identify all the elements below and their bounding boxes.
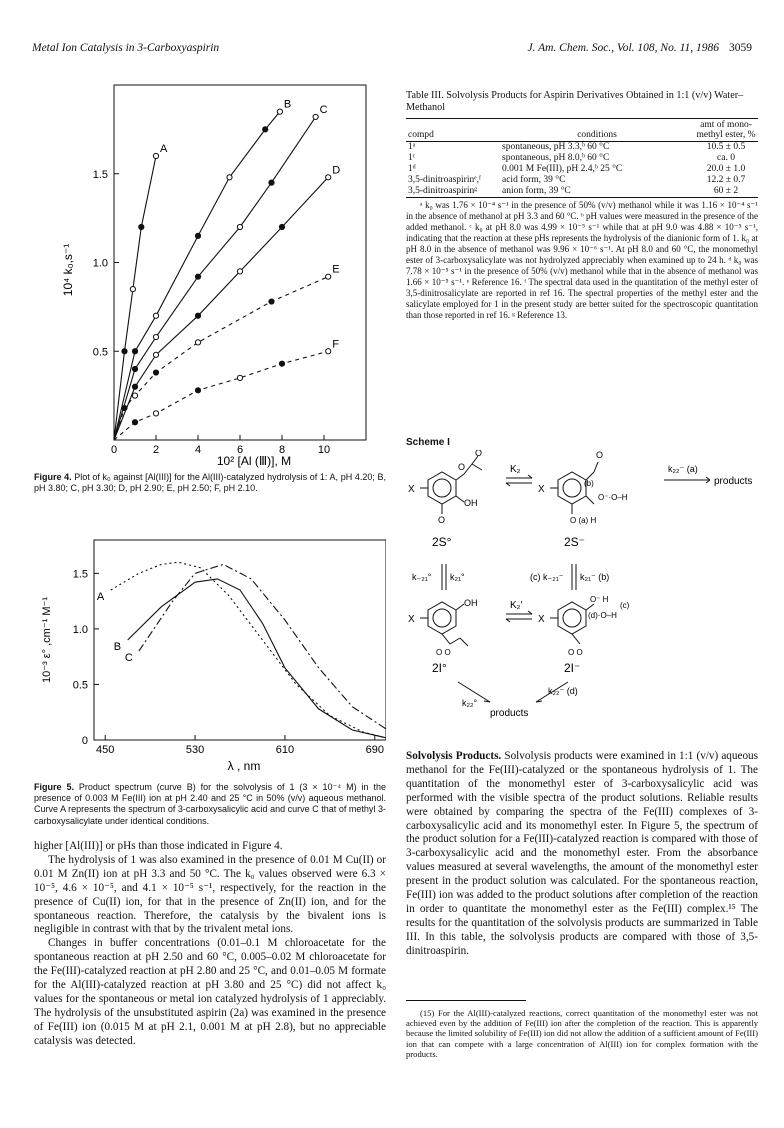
table-3-header-compd: compd [408,130,434,140]
svg-text:(b): (b) [584,479,594,488]
fig4-point-A [130,287,135,292]
svg-text:(c): (c) [620,601,630,610]
svg-text:OH: OH [464,498,478,508]
scheme-k2: K₂ [510,464,521,475]
fig4-point-C [132,366,137,371]
table-3-row [406,153,758,164]
figure-5-caption [34,782,386,827]
fig4-xtick-label: 8 [278,444,286,456]
svg-text:O⁻·O–H: O⁻·O–H [598,493,628,502]
fig5-frame [94,540,386,740]
running-header-left: Metal Ion Catalysis in 3-Carboxyaspirin [32,42,220,54]
table-3-cell-compd: 1ᵃ [408,142,416,152]
fig4-caption-label: Figure 4. [34,472,72,482]
fig4-ytick-label: 0.5 [92,346,108,359]
scheme-k21b: k₂₁⁻ (b) [580,572,610,582]
fig4-xtick-label: 0 [110,444,118,456]
left-paragraph-3: Changes in buffer concentrations (0.01–0.1 M chloroacetate for the spontaneous reaction at pH 2.50 and 60 °C, 0.005–0.02 M chloroacetate for the Fe(III)-catalyzed reaction at pH 2.80 and 25 °C, and 0.01–0.05 M formate for the Al(III)-catalyzed reaction at pH 3.80 and 25 °C) did not affect k₀ values for the spontaneous or metal ion catalyzed hydrolysis of 1 appreciably. The hydrolysis of the unsubstituted aspirin (2a) was examined in the presence of Fe(III) ion (0.015 M at pH 2.1, 0.001 M at pH 2.8), but no appreciable catalysis was detected. [34,937,386,1047]
table-3-header-ester: amt of mono-methyl ester, % [696,120,756,140]
scheme-2s0: 2S° [432,535,452,549]
fig4-xtick-label: 2 [152,444,160,456]
fig4-point-C [269,180,274,185]
scheme-1-lower [398,680,758,720]
scheme-title: Scheme I [406,437,450,448]
table-3-body [406,142,758,198]
fig5-caption-text: Product spectrum (curve B) for the solvolysis of 1 (3 × 10⁻⁴ M) in the presence of 0.003 M Fe(III) ion at pH 2.40 and 25 °C in 50% (v/v) aqueous methanol. Curve A represents the spectrum of 3-carboxysalicylic acid and curve C that of methyl 3-carboxysalicylate under identical conditions. [34,782,386,826]
svg-text:X: X [538,614,545,625]
fig4-point-D [132,384,137,389]
table-3-block [406,90,758,321]
running-header-right [527,42,752,54]
forward-arrow-1 [664,477,710,483]
fig4-point-F [195,388,200,393]
vertical-arrow-right [572,564,576,590]
svg-text:(d)·O–H: (d)·O–H [588,611,617,620]
svg-text:O⁻ H: O⁻ H [590,595,609,604]
left-paragraph-1: higher [Al(III)] or pHs than those indicated in Figure 4. [34,840,283,852]
table-3-cell-ester: 12.2 ± 0.7 [706,175,746,185]
table-3-cell-ester: 60 ± 2 [713,186,739,196]
svg-text:O: O [596,450,604,460]
svg-text:X: X [408,484,415,495]
fig4-point-F [153,411,158,416]
fig4-curves [114,112,328,440]
scheme-products-1: products [714,476,753,487]
table-3-cell-compd: 1ᵈ [408,164,416,174]
fig5-curve-A [111,562,386,738]
fig4-label-C: C [319,103,328,116]
svg-text:O: O [438,515,446,525]
fig5-xtick-label: 610 [275,744,295,756]
table-3-footnotes: ᵃ k₀ was 1.76 × 10⁻⁴ s⁻¹ in the presence of 50% (v/v) methanol while it was 1.16 × 10⁻⁴ s⁻¹ in the absence of methanol at pH 3.3 and 60 °C. ᵇ pH values were measured in the presence of the added methanol. ᶜ k₀ at pH 8.0 was 4.99 × 10⁻⁵ s⁻¹ while that at pH 9.0 was 4.88 × 10⁻⁵ s⁻¹, indicating that the reaction at these pHs represents the hydrolysis of the dianionic form of 1. k₀ at pH 8.0 in the absence of methanol was 9.96 × 10⁻⁶ s⁻¹. At pH 8.0 and 60 °C, the monomethyl ester of 3-carboxysalicylate was not hydrolyzed appreciably when examined up to 24 h. ᵈ k₀ was 7.78 × 10⁻⁵ s⁻¹ in the presence of 50% (v/v) methanol while that in the absence of methanol was 1.66 × 10⁻⁵ s⁻¹. ᵉ Reference 16. ᶠ The spectral data used in the quantitation of the methyl ester of 3,5-dinitrosalicylate are reported in ref 16. The spectral properties of the methyl ester and the salicylate employed for 1 in the present study are better suited for the spectroscopic quantitation than those reported in ref 16. ᵍ Reference 13. [406,200,758,320]
fig4-ytick-label: 1.0 [92,257,108,270]
fig5-curves [111,562,386,738]
fig4-point-B [195,233,200,238]
right-column-body [406,750,758,959]
fig5-label-A: A [96,591,105,603]
fig5-ticks [73,568,384,756]
scheme-k22-0: k₂₂° [462,698,478,708]
fig4-curve-E [114,277,328,440]
fig4-point-F [279,361,284,366]
fig4-point-E [153,370,158,375]
table-3-title: Table III. Solvolysis Products for Aspirin Derivatives Obtained in 1:1 (v/v) Water–Methanol [406,90,744,113]
fig5-x-axis-label: λ , nm [227,759,261,773]
fig5-curve-B [128,579,386,738]
table-3-cell-compd: 1ᶜ [408,153,416,163]
svg-text:X: X [408,614,415,625]
fig4-point-E [326,274,331,279]
fig4-point-B [153,313,158,318]
solvolysis-heading: Solvolysis Products. [406,750,502,762]
fig4-point-D [279,224,284,229]
fig4-point-B [227,175,232,180]
table-3-cell-ester: 20.0 ± 1.0 [706,164,746,174]
fig5-curve-labels [97,591,133,664]
fig4-point-E [195,340,200,345]
fig4-point-E [269,299,274,304]
svg-text:O: O [475,450,483,458]
fig4-label-D: D [332,164,341,177]
fig5-label-B: B [113,641,122,653]
svg-text:X: X [538,484,545,495]
table-3-row [406,186,758,198]
footnote-divider [406,1000,526,1001]
fig5-label-C: C [124,652,133,665]
scheme-k21: k₂₁° [450,572,465,582]
fig4-point-C [195,274,200,279]
fig4-point-E [132,393,137,398]
scheme-c-km21: (c) k₋₂₁⁻ [530,572,564,582]
table-3-cell-ester: ca. 0 [717,153,735,163]
fig4-point-F [132,420,137,425]
table-3-cell-ester: 10.5 ± 0.5 [706,142,746,152]
fig4-curve-labels [160,99,340,351]
scheme-k2p: K₂′ [510,600,523,611]
fig5-ytick-label: 1.5 [72,568,88,581]
molecule-2i0 [420,602,468,646]
fig4-label-E: E [332,263,340,276]
scheme-1-diagram [398,450,758,680]
table-3-cell-conditions: acid form, 39 °C [502,175,566,185]
table-3 [406,118,758,198]
scheme-2i0: 2I° [432,661,447,675]
fig4-label-F: F [332,338,339,351]
fig4-point-D [237,269,242,274]
fig4-point-A [153,153,158,158]
solvolysis-text: Solvolysis products were examined in 1:1 (v/v) aqueous methanol for the Fe(III)-catalyzed or the spontaneous hydrolysis of 1. The quantitation of the monomethyl ester of 3-carboxysalicylic acid was performed with the visible spectra of the product solutions. Reliable results were obtained by comparing the spectra of the Fe(III) complexes of 3-carboxysalicylic acid and its monomethyl ester. In Figure 5, the spectrum of the product solution for a Fe(III)-catalyzed reaction is compared with those of 3-carboxysalicylic acid and the monomethyl ester. From the absorbance values measured at several wavelengths, the amount of the monomethyl ester present in the product solution was calculated. For the spontaneous reaction, Fe(III) ion was added to the product solutions after completion of the reaction in order to quantitate the monomethyl ester as the Fe(III) complex.¹⁵ The results for the quantitation of the solvolysis products are summarized in Table III. In this table, the solvolysis products are compared with those of 3,5-dinitroaspirin. [406,750,758,957]
fig5-caption-label: Figure 5. [34,782,74,792]
figure-4-chart [34,70,386,470]
fig4-curve-F [114,351,328,440]
svg-text:OH: OH [464,598,478,608]
journal-citation: J. Am. Chem. Soc., Vol. 108, No. 11, 1986 [527,42,719,54]
scheme-km21: k₋₂₁° [412,572,432,582]
fig4-y-axis-label: 10⁴ k₀,s⁻¹ [61,243,75,297]
table-3-row [406,164,758,175]
table-3-row [406,142,758,154]
table-3-cell-compd: 3,5-dinitroaspirinᵉ,ᶠ [408,175,482,185]
fig4-caption-text: Plot of k₀ against [Al(III)] for the Al(III)-catalyzed hydrolysis of 1: A, pH 4.20; B, pH 3.80; C, pH 3.30; D, pH 2.90; E, pH 2.50; F, pH 2.10. [34,472,386,494]
fig4-xtick-label: 6 [236,444,244,456]
fig4-point-B [263,127,268,132]
fig4-point-D [326,175,331,180]
fig4-curve-D [114,177,328,440]
fig4-point-C [153,334,158,339]
figure-5-chart [34,528,386,773]
fig4-point-F [326,349,331,354]
fig4-point-B [132,349,137,354]
fig5-xtick-label: 450 [96,744,115,756]
left-paragraph-2: The hydrolysis of 1 was also examined in the presence of 0.01 M Cu(II) or 0.01 M Zn(II) ion at pH 3.3 and 50 °C. The k₀ values observed were 6.3 × 10⁻⁵, 4.6 × 10⁻⁵, and 4.1 × 10⁻⁵ s⁻¹, respectively, for the reaction in the presence of Cu(II) ion, for that in the presence of Zn(II) ion, and for the spontaneous reaction. Therefore, the catalysis by the bivalent ions is negligible in contrast with that by the trivalent metal ions. [34,853,386,936]
fig5-curve-C [139,564,386,729]
fig5-ytick-label: 0.5 [72,679,88,692]
fig4-point-B [277,109,282,114]
svg-text:O O: O O [568,648,583,657]
fig4-point-C [313,114,318,119]
molecule-2sminus [550,462,598,514]
fig4-label-B: B [283,98,292,111]
fig4-point-F [237,375,242,380]
svg-text:O: O [458,462,466,472]
left-column-body [34,840,386,1049]
fig4-frame [114,85,366,440]
table-3-cell-compd: 3,5-dinitroaspirinᵍ [408,186,478,196]
fig4-point-A [139,224,144,229]
equilibrium-arrow-1 [506,475,532,486]
molecule-2iminus [550,602,594,644]
scheme-k22d: k₂₂⁻ (d) [548,686,578,696]
fig5-xtick-label: 530 [185,744,205,756]
scheme-products-2: products [490,708,529,719]
table-3-row [406,175,758,186]
fig5-y-axis-label: 10⁻³ ε° ,cm⁻¹ M⁻¹ [41,597,53,683]
table-3-cell-conditions: anion form, 39 °C [502,186,571,196]
figure-4-caption [34,472,386,494]
table-3-cell-conditions: spontaneous, pH 3.3,ᵇ 60 °C [502,142,610,152]
solvolysis-paragraph [406,750,758,959]
fig4-curve-C [114,117,316,440]
fig4-point-D [153,352,158,357]
fig4-ytick-label: 1.5 [92,168,108,181]
scheme-k22a: k₂₂⁻ (a) [668,464,698,474]
footnote-15: (15) For the Al(III)-catalyzed reactions, correct quantitation of the monomethyl ester was not achieved even by the addition of Fe(III) ion after the completion of the reaction. This is apparently because the limited solubility of Fe(III) ion did not allow the addition of a sufficient amount of Fe(III) ion that can compete with a large concentration of Al(III) ion for complex formation with the products. [406,1008,758,1059]
vertical-arrow-left [442,564,446,590]
fig5-xtick-label: 690 [365,744,384,756]
fig4-point-D [195,313,200,318]
fig4-point-E [122,405,127,410]
svg-text:O O: O O [436,648,451,657]
fig4-point-C [237,224,242,229]
scheme-2iminus: 2I⁻ [564,661,581,675]
fig4-xtick-label: 4 [194,444,202,456]
svg-text:O (a) H: O (a) H [570,516,597,525]
fig5-ytick-label: 1.0 [72,623,88,636]
table-3-cell-conditions: spontaneous, pH 8.0,ᵇ 60 °C [502,153,610,163]
page-number: 3059 [729,42,752,54]
fig4-label-A: A [160,143,168,155]
fig4-xtick-label: 10 [317,444,331,456]
fig4-point-A [122,349,127,354]
fig4-x-axis-label: 10² [Al (Ⅲ)], M [216,454,292,468]
fig5-ytick-label: 0 [81,735,88,747]
fig4-points [122,109,331,425]
equilibrium-arrow-2 [506,611,532,622]
table-3-header-conditions: conditions [577,130,617,140]
table-3-cell-conditions: 0.001 M Fe(III), pH 2.4,ᵇ 25 °C [502,164,623,174]
scheme-2sminus: 2S⁻ [564,535,586,549]
